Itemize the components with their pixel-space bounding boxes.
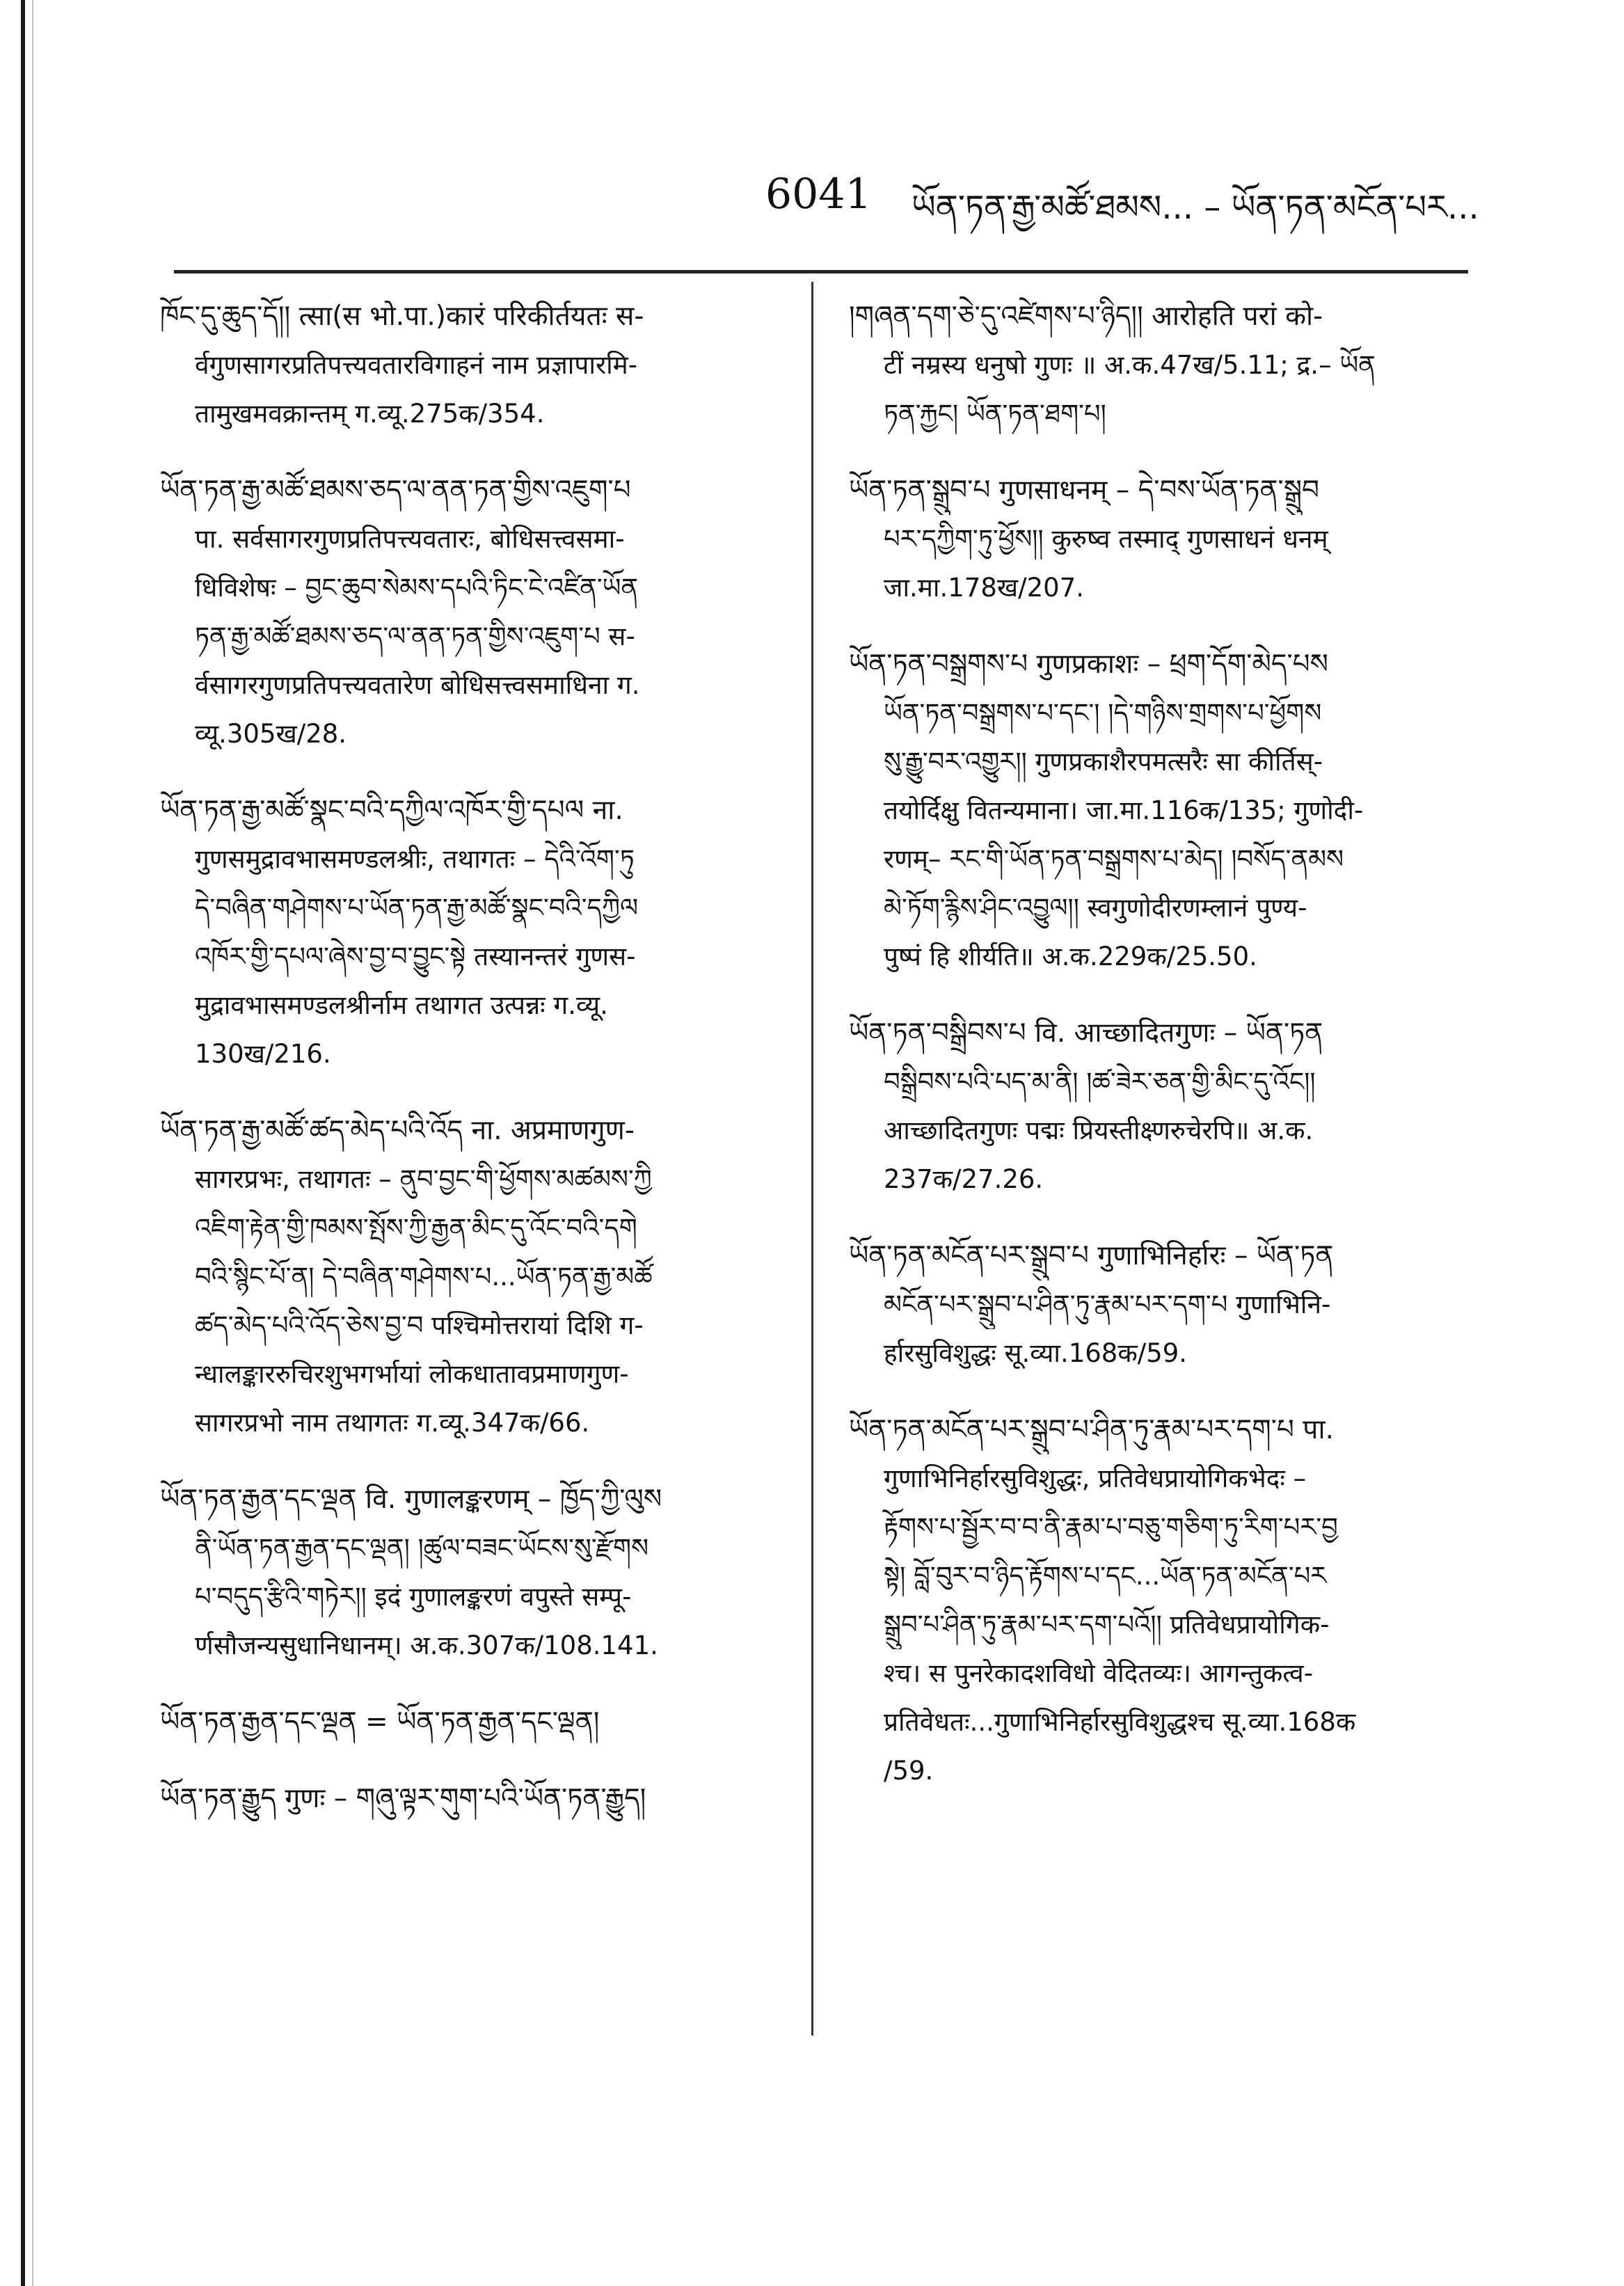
entry-text-line: र्णसौजन्यसुधानिधानम्। अ.क.307क/108.141. [195, 1630, 658, 1660]
entry-headword-line: ཡོན་ཏན་རྒྱན་དང་ལྡན = ཡོན་ཏན་རྒྱན་དང་ལྡན། [160, 1706, 600, 1738]
entry-text-line: པར་དཀྱིག་ཏུ་ཕྱོས།། कुरुष्व तस्माद् गुणसाधनं धनम् [884, 524, 1328, 554]
dictionary-entry [849, 292, 1475, 438]
dictionary-entry [160, 1698, 786, 1747]
entry-text-line: श्च। स पुनरेकादशविधो वेदितव्यः। आगन्तुकत्व- [884, 1658, 1314, 1688]
entry-headword-line: །གཞན་དག་ཅེ་དུ་འཛེགས་པ་ཉིད།། आरोहति परां को- [849, 301, 1323, 332]
entry-text-line: རྟོགས་པ་སྦྱོར་བ་བ་ནི་རྣམ་པ་བཅུ་གཅིག་ཏུ་རིག་པར་བྱ [884, 1512, 1338, 1542]
entry-headword-line: ཡོན་ཏན་རྒྱུད गुणः – གཞུ་ལྟར་གུག་པའི་ཡོན་ཏན་རྒྱུད། [160, 1783, 646, 1814]
entry-text-line: /59. [884, 1756, 934, 1786]
right-column [849, 292, 1475, 1823]
entry-text-line: མེ་ཏོག་རྙིས་ཤིང་འབྱུལ།། स्वगुणोदीरणम्लानं पुण्य- [884, 893, 1307, 923]
entry-text-line: प्रतिवेधतः...गुणाभिनिर्हारसुविशुद्धश्च सू.व्या.168क [884, 1707, 1356, 1737]
entry-text-line: तयोर्दिक्षु वितन्यमाना। जा.मा.116क/135; गुणोदी- [884, 795, 1364, 825]
entry-text-line: टीं नम्रस्य धनुषो गुणः ॥ अ.क.47ख/5.11; द्र.– ཡོན [884, 350, 1376, 380]
entry-headword-line: ཡོན་ཏན་རྒྱན་དང་ལྡན वि. गुणालङ्करणम् – ཁྱོད་ཀྱི་ལུས [160, 1484, 662, 1515]
entry-text-line: र्वगुणसागरप्रतिपत्त्यवतारविगाहनं नाम प्रज्ञापारमि- [195, 350, 638, 380]
entry-text-line: བསྒྲིབས་པའི་པད་མ་ནི། །ཚ་ཟེར་ཅན་གྱི་མིང་དུ་འོང།། [884, 1067, 1316, 1097]
page-header [765, 164, 1499, 241]
dictionary-entry [160, 1475, 786, 1670]
entry-text-line: आच्छादितगुणः पद्मः प्रियस्तीक्ष्णरुचेरपि॥ अ.क. [884, 1116, 1314, 1145]
entry-text-line: སྟེ། བློ་བུར་བ་ཉིད་རྟོགས་པ་དང...ཡོན་ཏན་མངོན་པར [884, 1561, 1327, 1591]
entry-text-line: सागरप्रभः, तथागतः – ནུབ་བྱང་གི་ཕྱོགས་མཚམས་ཀྱི [195, 1164, 652, 1194]
entry-text-line: पा. सर्वसागरगुणप्रतिपत्त्यवतारः, बोधिसत्त्वसमा- [195, 524, 625, 554]
entry-text-line: र्हारसुविशुद्धः सू.व्या.168क/59. [884, 1338, 1188, 1368]
entry-text-line: འཇིག་རྟེན་གྱི་ཁམས་སྤོས་ཀྱི་རྒྱན་མིང་དུ་འོང་བའི་དགེ [195, 1213, 637, 1243]
entry-text-line: र्वसागरगुणप्रतिपत्त्यवतारेण बोधिसत्त्वसमाधिना ग. [195, 670, 640, 700]
dictionary-entry [849, 640, 1475, 981]
entry-text-line: ནི་ཡོན་ཏན་རྒྱན་དང་ལྡན། །ཚུལ་བཟང་ཡོངས་སུ་རྫོགས [195, 1533, 649, 1563]
entry-text-line: धिविशेषः – བྱང་ཆུབ་སེམས་དཔའི་ཏིང་ངེ་འཛིན་ཡོན [195, 573, 639, 603]
entry-headword-line: ཡོན་ཏན་རྒྱ་མཚོ་ཚད་མེད་པའི་འོད ना. अप्रमाणगुण- [160, 1115, 635, 1146]
dictionary-entry [849, 466, 1475, 612]
entry-text-line: मुद्रावभासमण्डलश्रीर्नाम तथागत उत्पन्नः ग.व्यू. [195, 990, 608, 1020]
entry-text-line: सागरप्रभो नाम तथागतः ग.व्यू.347क/66. [195, 1408, 590, 1438]
entry-headword-line: ཡོན་ཏན་མངོན་པར་སྒྲུབ་པ་ཤིན་ཏུ་རྣམ་པར་དག་པ पा. [849, 1414, 1334, 1445]
entry-text-line: སྒྲུབ་པ་ཤིན་ཏུ་རྣམ་པར་དག་པའོ།། प्रतिवेधप्रायोगिक- [884, 1610, 1330, 1640]
entry-headword-line: ཡོན་ཏན་སྒྲུབ་པ गुणसाधनम् – དེ་བས་ཡོན་ཏན་སྒྲུབ [849, 475, 1320, 506]
entry-text-line: པ་བདུད་རྩིའི་གཏེར།། इदं गुणालङ्करणं वपुस्ते सम्पू- [195, 1582, 632, 1612]
binding-shadow [32, 0, 33, 2286]
dictionary-entry [160, 1775, 786, 1823]
left-column [160, 292, 786, 1851]
dictionary-entry [160, 1106, 786, 1447]
header-rule [174, 270, 1468, 273]
entry-headword-line: ཁོང་དུ་ཆུད་དོ།། त्सा(स भो.पा.)कारं परिकीर्तयतः स- [160, 301, 644, 332]
entry-text-line: མངོན་པར་སྒྲུབ་པ་ཤིན་ཏུ་རྣམ་པར་དག་པ गुणाभिनि- [884, 1289, 1331, 1319]
entry-text-line: སུ་རྒྱུ་བར་འགྱུར།། गुणप्रकाशैरपमत्सरैः सा कीर्तिस्- [884, 747, 1323, 777]
entry-headword-line: ཡོན་ཏན་བསྒྲགས་པ गुणप्रकाशः – ཕྲག་དོག་མེད་པས [849, 649, 1328, 680]
entry-text-line: 237क/27.26. [884, 1164, 1044, 1194]
entry-text-line: गुणसमुद्रावभासमण्डलश्रीः, तथागतः – དེའི་འོག་ཏུ [195, 844, 635, 874]
dictionary-entry [160, 466, 786, 759]
dictionary-entry [849, 1406, 1475, 1795]
entry-text-line: འཁོར་གྱི་དཔལ་ཞེས་བྱ་བ་བྱུང་སྟེ तस्यानन्तरं गुणस- [195, 942, 636, 971]
running-head: ཡོན་ཏན་རྒྱ་མཚོ་ཐམས... – ཡོན་ཏན་མངོན་པར... [911, 188, 1479, 227]
entry-text-line: དེ་བཞིན་གཤེགས་པ་ཡོན་ཏན་རྒྱ་མཚོ་སྣང་བའི་དཀྱིལ [195, 893, 639, 923]
dictionary-entry [849, 1232, 1475, 1378]
page-number: 6041 [765, 170, 872, 219]
entry-text-line: ཏན་རྐྱང། ཡོན་ཏན་ཐག་པ། [884, 399, 1106, 429]
entry-text-line: བའི་སྙིང་པོ་ན། དེ་བཞིན་གཤེགས་པ...ཡོན་ཏན་རྒྱ་མཚོ [195, 1262, 653, 1292]
entry-text-line: 130ख/216. [195, 1039, 331, 1069]
entry-text-line: ཚད་མེད་པའི་འོད་ཅེས་བྱ་བ पश्चिमोत्तरायां दिशि ग- [195, 1310, 644, 1340]
dictionary-entry [160, 292, 786, 438]
entry-text-line: तामुखमवक्रान्तम् ग.व्यू.275क/354. [195, 399, 545, 429]
entry-text-line: न्धालङ्काररुचिरशुभगर्भायां लोकधातावप्रमाणगुण- [195, 1359, 629, 1389]
entry-text-line: रणम्– རང་གི་ཡོན་ཏན་བསྒྲགས་པ་མེད། །བསོད་ནམས [884, 844, 1344, 874]
dictionary-entry [160, 786, 786, 1079]
entry-headword-line: ཡོན་ཏན་རྒྱ་མཚོ་ཐམས་ཅད་ལ་ནན་ཏན་གྱིས་འཇུག་པ [160, 475, 631, 506]
entry-text-line: गुणाभिनिर्हारसुविशुद्धः, प्रतिवेधप्रायोगिकभेदः – [884, 1463, 1307, 1493]
entry-text-line: व्यू.305ख/28. [195, 719, 347, 749]
entry-headword-line: ཡོན་ཏན་མངོན་པར་སྒྲུབ་པ गुणाभिनिर्हारः – ཡོན་ཏན [849, 1240, 1334, 1271]
entry-text-line: ཏན་རྒྱ་མཚོ་ཐམས་ཅད་ལ་ནན་ཏན་གྱིས་འཇུག་པ स- [195, 621, 635, 651]
dictionary-entry [849, 1009, 1475, 1204]
entry-text-line: जा.मा.178ख/207. [884, 573, 1085, 603]
entry-text-line: ཡོན་ཏན་བསྒྲགས་པ་དང་། །དེ་གཉིས་གྲགས་པ་ཕྱོགས [884, 698, 1322, 728]
binding-edge [21, 0, 25, 2286]
entry-headword-line: ཡོན་ཏན་བསྒྲིབས་པ वि. आच्छादितगुणः – ཡོན་ཏན [849, 1017, 1323, 1049]
column-divider [811, 282, 813, 2035]
entry-headword-line: ཡོན་ཏན་རྒྱ་མཚོ་སྣང་བའི་དཀྱིལ་འཁོར་གྱི་དཔལ ना. [160, 795, 623, 826]
entry-text-line: पुष्पं हि शीर्यति॥ अ.क.229क/25.50. [884, 942, 1257, 971]
